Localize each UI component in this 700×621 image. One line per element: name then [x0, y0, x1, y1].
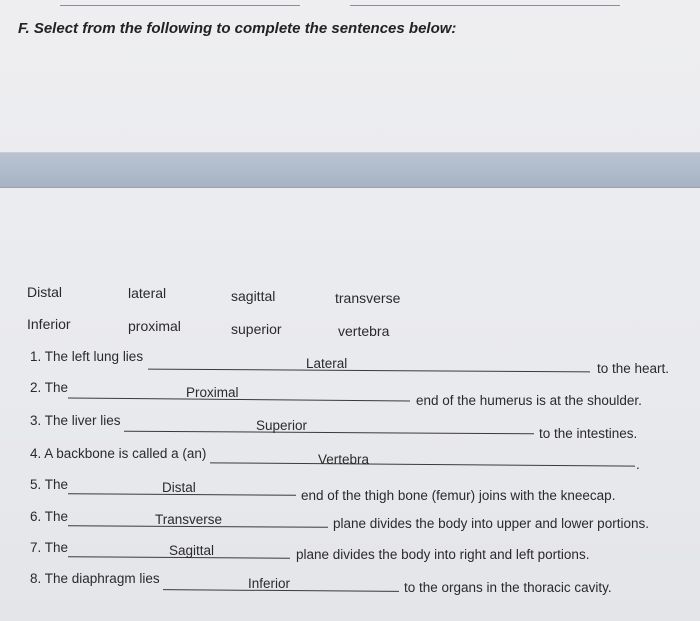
section-heading: F. Select from the following to complete the sentences below:	[18, 20, 457, 37]
question-1-end: to the heart.	[597, 361, 670, 376]
question-2-start: 2. The	[30, 380, 69, 395]
word-bank-item: sagittal	[231, 288, 276, 304]
answer-line-1	[148, 369, 590, 373]
word-bank-item: lateral	[128, 285, 167, 301]
answer-line-2	[68, 398, 410, 402]
question-1-answer: Lateral	[306, 356, 348, 371]
question-4-start: 4. A backbone is called a (an)	[30, 446, 207, 461]
question-5-end: end of the thigh bone (femur) joins with the kneecap.	[301, 488, 616, 503]
question-6-end: plane divides the body into upper and lower portions.	[333, 516, 649, 531]
word-bank-item: superior	[231, 321, 282, 337]
question-8-answer: Inferior	[248, 576, 291, 591]
question-8-start: 8. The diaphragm lies	[30, 571, 160, 586]
answer-line-4	[210, 462, 635, 466]
question-2-end: end of the humerus is at the shoulder.	[416, 393, 642, 408]
question-8-end: to the organs in the thoracic cavity.	[404, 580, 612, 595]
word-bank-item: Inferior	[27, 316, 71, 332]
top-rule-right	[350, 5, 620, 6]
question-1-start: 1. The left lung lies	[30, 349, 144, 364]
top-rule-left	[60, 5, 300, 6]
shaded-band	[0, 152, 700, 188]
question-2-answer: Proximal	[186, 385, 239, 400]
word-bank-item: proximal	[128, 318, 181, 334]
word-bank-item: vertebra	[338, 323, 390, 339]
answer-line-3	[124, 431, 534, 435]
question-6-answer: Transverse	[155, 512, 223, 527]
question-5-start: 5. The	[30, 477, 69, 492]
question-7-answer: Sagittal	[169, 543, 215, 558]
question-7-start: 7. The	[30, 540, 69, 555]
question-3-end: to the intestines.	[539, 426, 638, 441]
question-4-answer: Vertebra	[318, 452, 370, 467]
word-bank-item: transverse	[335, 290, 401, 306]
question-6-start: 6. The	[30, 509, 69, 524]
question-5-answer: Distal	[162, 480, 196, 495]
question-7-end: plane divides the body into right and left portions.	[296, 547, 590, 562]
question-3-start: 3. The liver lies	[30, 413, 121, 428]
question-3-answer: Superior	[256, 418, 308, 433]
word-bank-item: Distal	[27, 284, 63, 300]
question-4-end: .	[636, 457, 640, 472]
